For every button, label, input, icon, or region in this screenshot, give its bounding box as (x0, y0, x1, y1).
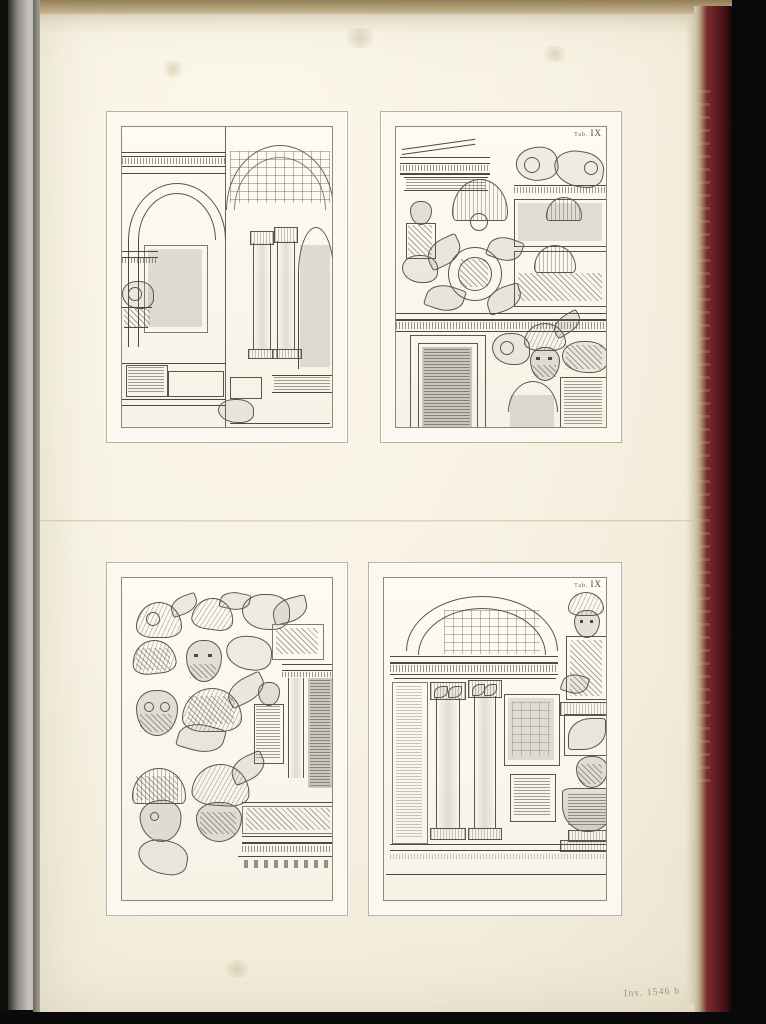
plate-top-right-image (395, 126, 607, 428)
volute-eye (584, 161, 598, 175)
balusters (274, 377, 330, 391)
plate-number-prefix: Tab. (574, 132, 589, 138)
pilaster-base (468, 828, 502, 840)
broken-pediment-volute (552, 148, 607, 191)
figure-shading (408, 225, 432, 255)
right-arch-shading (300, 245, 330, 367)
cornice-line (400, 163, 490, 164)
cornice-hatching (282, 672, 332, 677)
foliate-scroll (135, 836, 190, 878)
opening-hatching (310, 680, 330, 786)
cornice-line (400, 157, 490, 158)
mask-eye (536, 357, 540, 360)
pediment-hatching (514, 187, 606, 193)
cornice-line (122, 156, 226, 157)
page-top-toning (40, 0, 732, 34)
wall-hatching (396, 686, 422, 838)
impost-hatching (122, 258, 158, 263)
plate-bottom-left-image (121, 577, 333, 901)
door-hatching (424, 349, 470, 427)
lower-arch-shading (510, 395, 554, 428)
panel-shading (518, 273, 602, 301)
plate-number-value: IX (590, 579, 602, 589)
mask-eye (150, 812, 159, 821)
cornice-line (122, 166, 226, 167)
mask-shading (200, 812, 236, 834)
plate-bottom-right-image (383, 577, 607, 901)
entablature-line (390, 656, 558, 657)
lower-ground-line (226, 427, 332, 428)
foxing-spot (160, 60, 186, 78)
frieze-top-line (242, 802, 333, 803)
impost-line (122, 251, 158, 252)
right-arch-jamb (298, 273, 299, 369)
herm-head (574, 610, 600, 638)
cornice-line (122, 173, 226, 174)
plate-base-line (386, 874, 607, 875)
figure-head (258, 682, 280, 706)
mask-eye (194, 654, 198, 657)
ground-line (390, 844, 607, 845)
grotesque-mask (410, 201, 432, 225)
base-line (122, 399, 226, 400)
cornice-line (400, 173, 490, 175)
mask-shading (190, 664, 216, 678)
raking-cornice (402, 144, 475, 155)
underlying-surface-edge (8, 0, 36, 1010)
cornice-line (122, 152, 226, 153)
cornice-hatching (122, 158, 226, 164)
plate-bottom-right-number (574, 579, 602, 589)
mask-eye (144, 702, 154, 712)
bracket-edge (122, 307, 152, 308)
panel-shading (276, 628, 318, 654)
mask-eye (160, 702, 170, 712)
shell-boss (470, 213, 488, 231)
frieze-base-line (242, 836, 333, 837)
page-horizontal-crease (40, 520, 732, 523)
plinth-block (168, 371, 224, 397)
pedestal (230, 377, 262, 399)
base-line (238, 856, 333, 857)
cornice-line (282, 664, 332, 665)
helmet-boss (146, 612, 160, 626)
architrave-line (394, 678, 556, 679)
pedestal-mask-shading (578, 764, 602, 784)
plate-bottom-right[interactable] (368, 562, 622, 916)
balustrade-rail (272, 375, 332, 376)
foxing-spot (220, 960, 254, 978)
volute-eye (524, 157, 540, 173)
plate-number-value: IX (590, 128, 602, 138)
lower-ground-line (230, 423, 330, 424)
dentil-band (244, 860, 332, 868)
vase-fluting (568, 794, 606, 826)
bracket-shading (124, 309, 150, 327)
background-bottom-dark (0, 1012, 766, 1024)
bracket-edge (124, 327, 148, 328)
ground-line (122, 363, 226, 364)
helmet-shading (136, 648, 170, 670)
pilaster-shaft (253, 243, 271, 349)
profile-scroll (218, 399, 254, 423)
arch-coffers (444, 610, 540, 654)
entablature-hatching (390, 665, 558, 672)
shell-shading (136, 776, 178, 800)
figure-scroll-base (402, 255, 438, 283)
architrave-line (404, 177, 488, 178)
herm-eye (580, 620, 583, 623)
cornice-hatching (400, 165, 490, 171)
plate-top-left[interactable] (106, 111, 348, 443)
plinth-shading (128, 367, 164, 393)
casque-shading (188, 696, 234, 724)
foxing-spot (340, 28, 380, 48)
plate-top-left-image (121, 126, 333, 428)
mask-eye (208, 654, 212, 657)
frieze-figures (246, 808, 330, 830)
foliate-scroll (224, 634, 273, 673)
cornice-hatching (242, 846, 333, 852)
entablature-line (390, 674, 558, 675)
pilaster-shaft (436, 698, 460, 828)
cornice-line (282, 670, 332, 671)
dolphin-mask (137, 797, 184, 844)
rosette-shading (460, 259, 488, 287)
panel-shell-ornament (534, 245, 576, 273)
pilaster-shaft (288, 678, 304, 778)
panel-coffers (512, 702, 550, 756)
pediment-base-line (514, 185, 606, 186)
plate-top-right-number (574, 128, 602, 138)
lower-opening-hatching (514, 778, 550, 816)
volute-eye (500, 341, 514, 355)
entablature-line (396, 331, 607, 332)
mask-eye (548, 357, 552, 360)
herm-eye (590, 620, 593, 623)
foxing-spot (540, 46, 570, 62)
mask-shading (140, 714, 172, 732)
volute-eye (128, 287, 142, 301)
ground-line (390, 850, 607, 851)
plate-top-right[interactable] (380, 111, 622, 443)
cornice-line (242, 842, 333, 844)
ground-hatching (390, 854, 607, 859)
pilaster-shaft (474, 696, 496, 828)
drapery-shading (566, 345, 602, 369)
pencil-annotation: Inv. 1546 b (623, 985, 681, 1000)
mask-shading (532, 365, 556, 377)
pilaster-shaft (277, 241, 295, 349)
lower-panel-hatching (564, 381, 602, 425)
plate-bottom-left[interactable] (106, 562, 348, 916)
entablature-line (390, 662, 558, 664)
album-page (40, 0, 732, 1016)
pilaster-base (430, 828, 466, 840)
ground-line (396, 427, 607, 428)
plate-number-prefix: Tab. (574, 583, 589, 589)
balustrade-base (272, 392, 332, 393)
base-line (122, 405, 226, 406)
fore-edge-marbling (694, 90, 710, 790)
